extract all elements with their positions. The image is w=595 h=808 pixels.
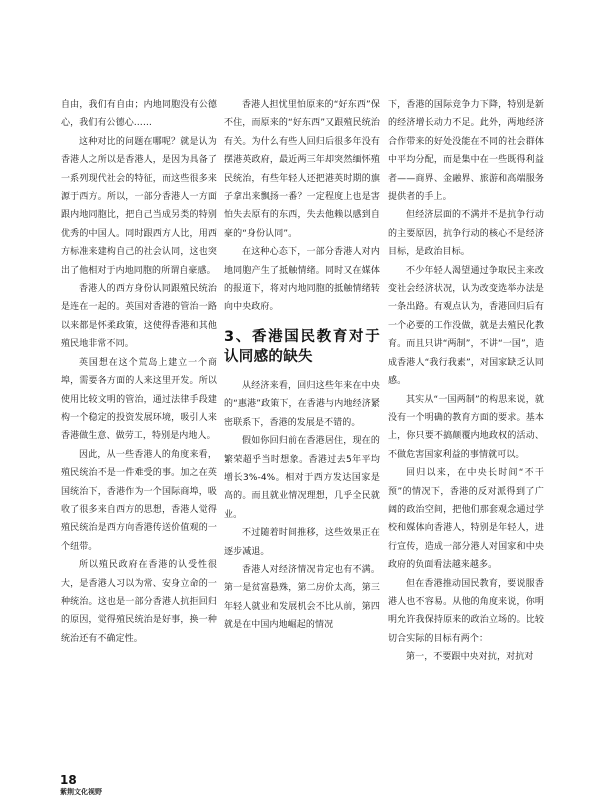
body-paragraph: 但经济层面的不满并不是抗争行动的主要原因，抗争行动的核心不是经济目标，是政治目标。 — [388, 210, 544, 258]
text-column-1 — [61, 96, 217, 648]
body-paragraph: 不过随着时间推移，这些效果正在逐步减退。 — [224, 528, 380, 557]
body-paragraph: 从经济来看，回归这些年来在中央的“惠港”政策下，在香港与内地经济紧密联系下，香港的发展是不错的。 — [224, 380, 380, 428]
page-number: 18 — [60, 773, 77, 787]
body-paragraph: 英国想在这个荒岛上建立一个商埠，需要各方面的人来这里开发。所以使用比较文明的管治，通过法律手段建构一个稳定的投资发展环境，吸引人来香港做生意、做劳工，特别是内地人。 — [61, 357, 217, 442]
magazine-name: 紫荆文化视野 — [60, 787, 102, 796]
section-heading: 3、香港国民教育对于认同感的缺失 — [224, 328, 380, 365]
body-paragraph: 这种对比的问题在哪呢？就是认为香港人之所以是香港人，是因为具备了一系列现代社会的特征，而这些很多来源于西方。所以，一部分香港人一方面跟内地同胞比，把自己当成另类的特别优秀的中国人。同时跟西方人比，用西方标准来建构自己的社会认同，这也突出了他相对于内地同胞的所谓自豪感。 — [61, 136, 217, 276]
body-paragraph: 自由，我们有自由；内地同胞没有公德心，我们有公德心…… — [61, 100, 217, 129]
body-paragraph: 假如你回归前在香港居住，现在的繁荣超乎当时想象。香港过去5年平均增长3%-4%。相对于西方发达国家是高的。而且就业情况理想，几乎全民就业。 — [224, 436, 380, 520]
body-paragraph: 其实从“一国两制”的构思来说，就没有一个明确的教育方面的要求。基本上，你只要不搞颠覆内地政权的活动、不做危害国家利益的事情就可以。 — [388, 394, 544, 460]
body-paragraph: 在这种心态下，一部分香港人对内地同胞产生了抵触情绪。同时又在媒体的报道下，将对内地同胞的抵触情绪转向中央政府。 — [224, 247, 380, 313]
body-paragraph: 但在香港推动国民教育，要说服香港人也不容易。从他的角度来说，你明明允许我保持原来的政治立场的。比较切合实际的目标有两个： — [388, 578, 544, 644]
body-paragraph: 香港人担忧里怕原来的“好东西”保不住，而原来的“好东西”又跟殖民统治有关。为什么有些人回归后很多年没有摆港英政府，最近两三年却突然缅怀殖民统治，有些年轻人还把港英时期的旗子拿出来飘扬一番？一定程度上也是害怕失去原有的东西，失去他赖以感到自豪的“身份认同”。 — [224, 100, 380, 239]
body-paragraph: 香港人对经济情况肯定也有不满。第一是贫富悬殊，第二房价太高，第三年轻人就业和发展机会不比从前，第四就是在中国内地崛起的情况 — [224, 564, 380, 631]
body-paragraph: 香港人的西方身份认同跟殖民统治是连在一起的。英国对香港的管治一路以来都是怀柔政策，这使得香港和其他殖民地非常不同。 — [61, 284, 217, 350]
body-paragraph: 第一，不要跟中央对抗，对抗对 — [406, 652, 534, 663]
body-paragraph: 回归以来，在中央长时间“不干预”的情况下，香港的反对派得到了广阔的政治空间，把他们那套观念通过学校和媒体向香港人，特别是年轻人，进行宣传，造成一部分港人对国家和中央政府的负面看法越来越多。 — [388, 468, 544, 571]
body-paragraph: 因此，从一些香港人的角度来看，殖民统治不是一件难受的事。加之在英国统治下，香港作为一个国际商埠，吸收了很多来自西方的思想，香港人觉得殖民统治是西方向香港传送价值观的一个纽带。 — [61, 449, 217, 552]
body-paragraph: 所以殖民政府在香港的认受性很大，是香港人习以为常、安身立命的一种统治。这也是一部分香港人抗拒回归的原因，觉得殖民统治是好事，换一种统治还有不确定性。 — [61, 560, 217, 644]
body-paragraph: 不少年轻人渴望通过争取民主来改变社会经济状况，认为改变选举办法是一条出路。有观点认为，香港回归后有一个必要的工作没做，就是去殖民化教育。而且只讲“两制”，不讲“一国”，造成香港人“我行我素”，对国家缺乏认同感。 — [388, 265, 544, 387]
text-column-3 — [388, 96, 544, 667]
text-column-2 — [224, 96, 380, 635]
body-paragraph: 下，香港的国际竞争力下降，特别是新的经济增长动力不足。此外，两地经济合作带来的好处没能在不同的社会群体中平均分配，而是集中在一些既得利益者——商界、金融界、旅游和高端服务提供者的手上。 — [388, 100, 544, 203]
